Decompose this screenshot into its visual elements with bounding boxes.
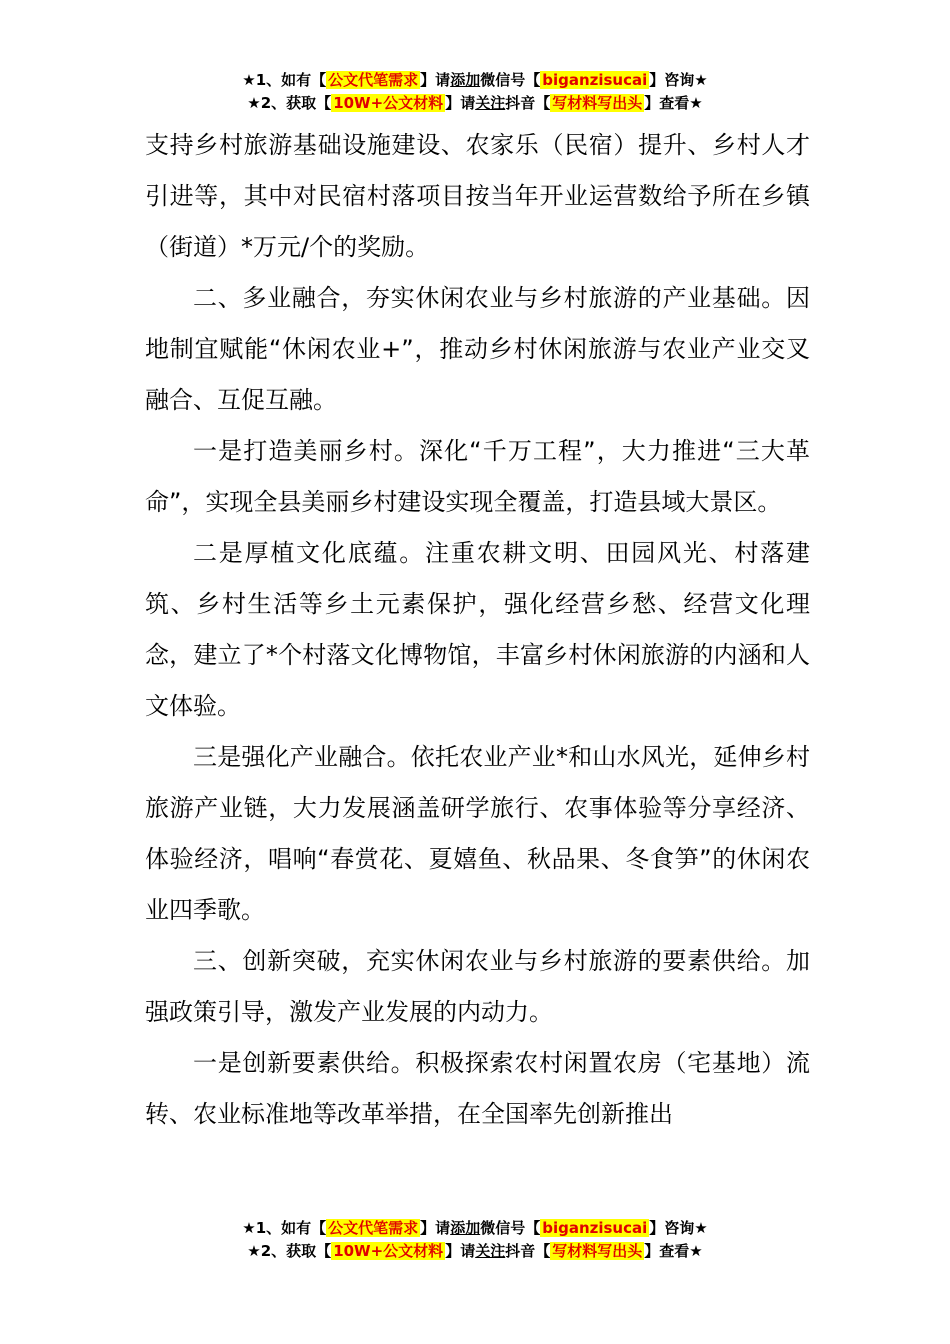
banner-line-2: ★2、获取【 10W+公文材料 】请关注抖音【 写材料写出头 】查看★: [247, 1242, 703, 1260]
highlight-materials: 10W+公文材料: [333, 94, 444, 112]
highlight-materials: 10W+公文材料: [333, 1242, 444, 1260]
paragraph: 一是打造美丽乡村。深化“千万工程”，大力推进“三大革命”，实现全县美丽乡村建设实现全覆盖，打造县域大景区。: [145, 437, 810, 516]
paragraph: 支持乡村旅游基础设施建设、农家乐（民宿）提升、乡村人才引进等，其中对民宿村落项目按当年开业运营数给予所在乡镇（街道）*万元/个的奖励。: [145, 131, 810, 261]
banner-line-1: ★1、如有【 公文代笔需求 】请添加微信号【 biganzisucai 】咨询★: [242, 1219, 708, 1237]
paragraph: 三、创新突破，充实休闲农业与乡村旅游的要素供给。加强政策引导，激发产业发展的内动力。: [145, 947, 810, 1026]
paragraph: 三是强化产业融合。依托农业产业*和山水风光，延伸乡村旅游产业链，大力发展涵盖研学旅行、农事体验等分享经济、体验经济，唱响“春赏花、夏嬉鱼、秋品果、冬食笋”的休闲农业四季歌。: [145, 743, 810, 924]
highlight-wechat-id: biganzisucai: [542, 1219, 648, 1237]
highlight-service: 公文代笔需求: [328, 1219, 419, 1237]
paragraph: 二是厚植文化底蕴。注重农耕文明、田园风光、村落建筑、乡村生活等乡土元素保护，强化经营乡愁、经营文化理念，建立了*个村落文化博物馆，丰富乡村休闲旅游的内涵和人文体验。: [145, 539, 810, 720]
footer-banner: [0, 1217, 950, 1263]
document-body: [145, 120, 810, 1140]
highlight-wechat-id: biganzisucai: [542, 71, 648, 89]
banner-line-1: ★1、如有【 公文代笔需求 】请添加微信号【 biganzisucai 】咨询★: [242, 71, 708, 89]
paragraph: 一是创新要素供给。积极探索农村闲置农房（宅基地）流转、农业标准地等改革举措，在全国率先创新推出: [145, 1049, 810, 1128]
paragraph: 二、多业融合，夯实休闲农业与乡村旅游的产业基础。因地制宜赋能“休闲农业+”，推动乡村休闲旅游与农业产业交叉融合、互促互融。: [145, 284, 810, 414]
banner-line-2: ★2、获取【 10W+公文材料 】请关注抖音【 写材料写出头 】查看★: [247, 94, 703, 112]
highlight-douyin: 写材料写出头: [552, 1242, 643, 1260]
highlight-douyin: 写材料写出头: [552, 94, 643, 112]
highlight-service: 公文代笔需求: [328, 71, 419, 89]
header-banner: [0, 69, 950, 115]
